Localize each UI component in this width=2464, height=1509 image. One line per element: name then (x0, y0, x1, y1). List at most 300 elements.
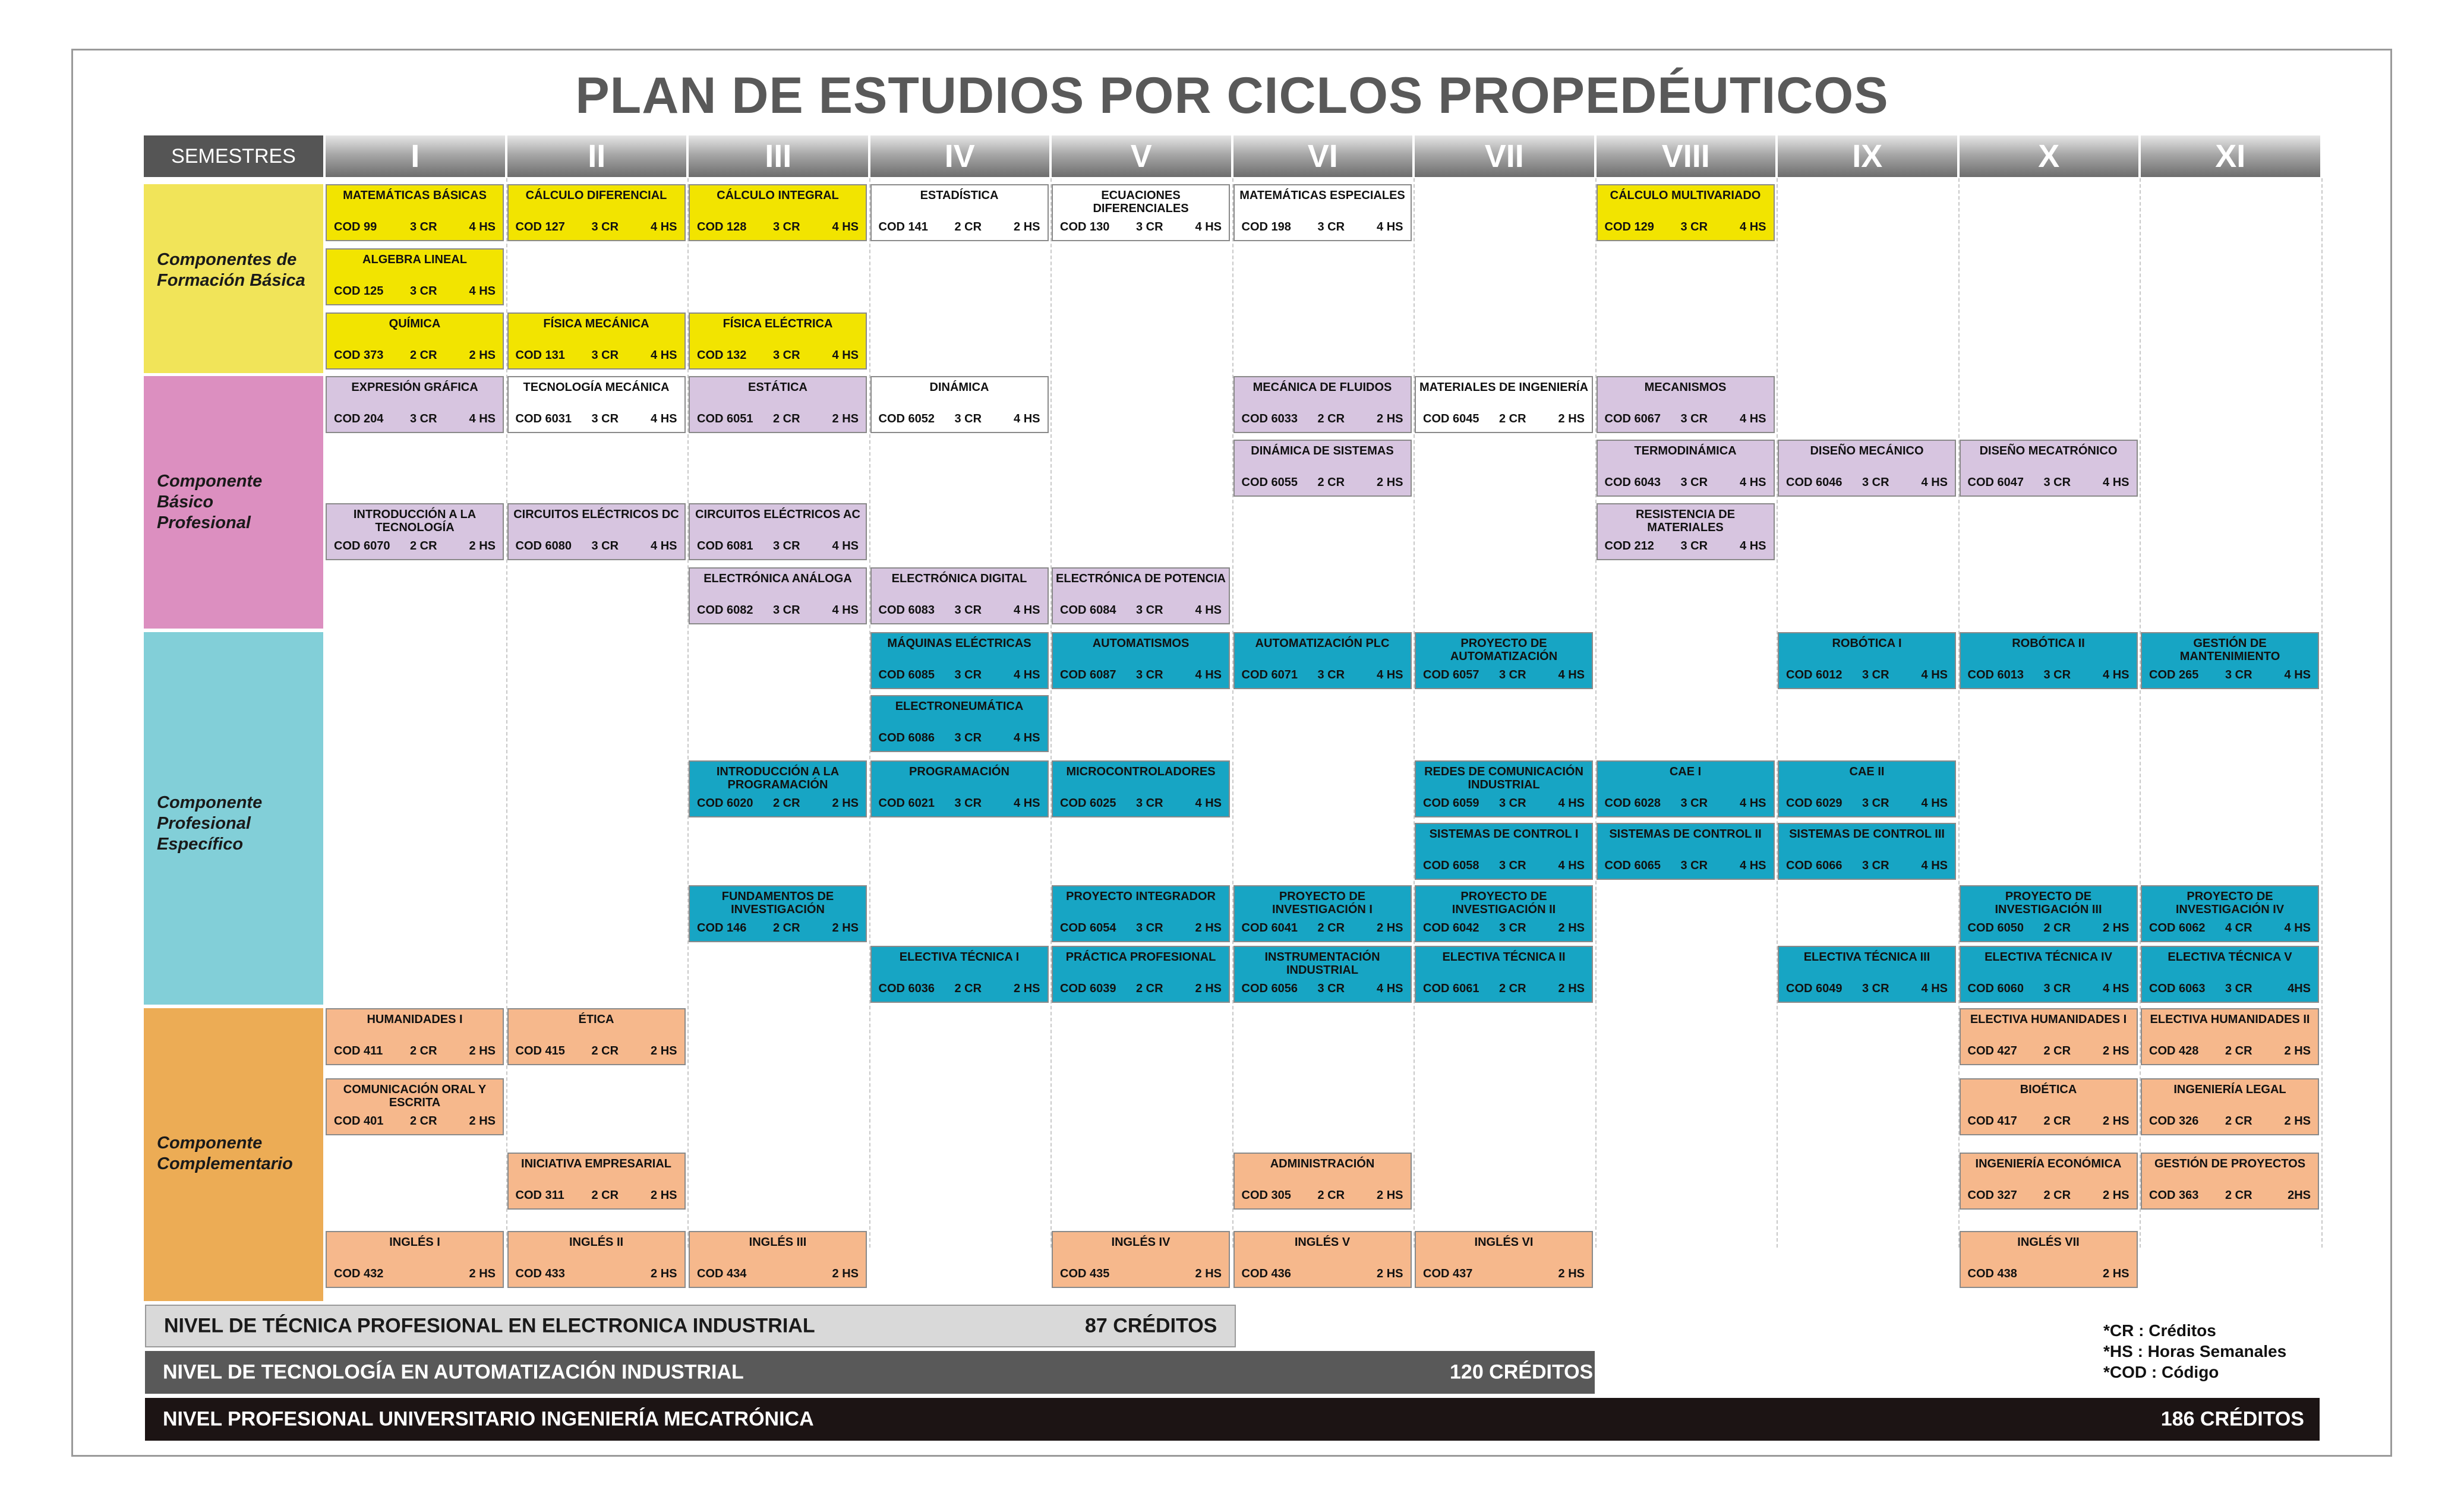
course-credits: 2 CR (2043, 1044, 2071, 1057)
course-code: COD 6046 (1786, 476, 1843, 489)
course-card (689, 567, 867, 624)
course-name: PRÁCTICA PROFESIONAL (1065, 951, 1216, 964)
course-card (326, 376, 504, 433)
course-card (1052, 1231, 1230, 1288)
course-hours: 4 HS (1740, 476, 1766, 489)
level-band-tecnologia (145, 1351, 1595, 1394)
course-hours: 2 HS (832, 412, 859, 425)
course-code: COD 6055 (1241, 476, 1298, 489)
course-code: COD 146 (697, 921, 747, 935)
course-card (1778, 946, 1956, 1003)
course-name: CAE I (1669, 765, 1702, 778)
course-credits: 3 CR (1680, 797, 1708, 810)
course-card (689, 312, 867, 370)
course-hours: 4 HS (1921, 859, 1948, 872)
course-hours: 4 HS (1014, 797, 1040, 810)
course-code: COD 6041 (1241, 921, 1298, 935)
level-credits: 87 CRÉDITOS (1085, 1314, 1217, 1337)
course-hours: 4 HS (2103, 982, 2129, 995)
course-card (1415, 376, 1593, 433)
course-code: COD 411 (334, 1044, 383, 1057)
course-name: MECÁNICA DE FLUIDOS (1252, 381, 1392, 394)
course-name: CÁLCULO DIFERENCIAL (525, 189, 667, 202)
course-code: COD 6056 (1241, 982, 1298, 995)
course-hours: 2 HS (832, 797, 859, 810)
course-code: COD 125 (334, 285, 384, 298)
course-card (507, 1231, 686, 1288)
course-code: COD 6085 (878, 668, 935, 681)
course-code: COD 428 (2149, 1044, 2199, 1057)
course-code: COD 141 (878, 220, 928, 233)
course-card (2141, 1153, 2319, 1210)
course-name: RESISTENCIA DE MATERIALES (1635, 508, 1736, 534)
course-card (870, 567, 1049, 624)
course-code: COD 6071 (1241, 668, 1298, 681)
semester-divider (1050, 178, 1052, 1248)
course-card (689, 184, 867, 241)
course-name: PROGRAMACIÓN (909, 765, 1009, 778)
course-hours: 2 HS (469, 1044, 496, 1057)
semesters-label: SEMESTRES (144, 135, 323, 177)
course-code: COD 433 (515, 1267, 565, 1280)
semester-header: XI (2141, 135, 2320, 177)
course-name: DINÁMICA DE SISTEMAS (1251, 444, 1394, 457)
course-hours: 4 HS (1377, 668, 1403, 681)
course-credits: 3 CR (1136, 921, 1163, 935)
course-name: REDES DE COMUNICACIÓN INDUSTRIAL (1424, 765, 1583, 791)
course-code: COD 6033 (1241, 412, 1298, 425)
semester-divider (1414, 178, 1415, 1248)
level-label: NIVEL DE TECNOLOGÍA EN AUTOMATIZACIÓN INDUSTRIAL (163, 1360, 744, 1384)
course-name: DISEÑO MECÁNICO (1810, 444, 1924, 457)
course-credits: 3 CR (1680, 220, 1708, 233)
course-hours: 4 HS (1740, 797, 1766, 810)
semester-divider (1595, 178, 1597, 1248)
course-name: PROYECTO DE INVESTIGACIÓN III (1995, 890, 2102, 916)
course-credits: 2 CR (410, 1115, 437, 1128)
course-hours: 4 HS (1014, 604, 1040, 617)
course-credits: 3 CR (1499, 859, 1526, 872)
course-hours: 2 HS (469, 539, 496, 553)
course-credits: 3 CR (591, 220, 619, 233)
course-hours: 2 HS (2103, 1044, 2129, 1057)
course-code: COD 6050 (1967, 921, 2024, 935)
course-card (507, 312, 686, 370)
course-code: COD 6065 (1604, 859, 1661, 872)
course-code: COD 427 (1967, 1044, 2017, 1057)
course-name: ELECTIVA TÉCNICA II (1442, 951, 1566, 964)
course-code: COD 6081 (697, 539, 753, 553)
course-code: COD 6029 (1786, 797, 1843, 810)
course-name: MATERIALES DE INGENIERÍA (1419, 381, 1589, 394)
course-code: COD 6070 (334, 539, 390, 553)
legend-cr: *CR : Créditos (2103, 1321, 2216, 1340)
course-card (1960, 440, 2138, 497)
course-name: AUTOMATISMOS (1092, 637, 1190, 650)
course-code: COD 6021 (878, 797, 935, 810)
course-card (1597, 184, 1775, 241)
course-credits: 2 CR (2043, 1115, 2071, 1128)
course-hours: 2 HS (651, 1044, 677, 1057)
course-credits: 3 CR (2225, 982, 2252, 995)
semester-header: IX (1778, 135, 1957, 177)
course-card (1415, 760, 1593, 817)
course-credits: 2 CR (591, 1044, 619, 1057)
course-credits: 3 CR (1680, 476, 1708, 489)
course-name: DINÁMICA (929, 381, 989, 394)
course-hours: 2 HS (1195, 921, 1222, 935)
course-card (1778, 823, 1956, 880)
course-hours: 4 HS (832, 220, 859, 233)
course-code: COD 6025 (1060, 797, 1116, 810)
course-credits: 2 CR (1499, 982, 1526, 995)
course-hours: 2 HS (1195, 982, 1222, 995)
course-card (1233, 376, 1412, 433)
course-credits: 3 CR (954, 731, 982, 744)
course-credits: 3 CR (954, 604, 982, 617)
course-code: COD 6043 (1604, 476, 1661, 489)
course-card (1778, 632, 1956, 689)
course-credits: 2 CR (2225, 1115, 2252, 1128)
course-name: ELECTRÓNICA DE POTENCIA (1056, 572, 1226, 585)
course-name: CÁLCULO INTEGRAL (717, 189, 839, 202)
course-hours: 2 HS (651, 1189, 677, 1202)
course-card (507, 1153, 686, 1210)
course-hours: 4 HS (1377, 982, 1403, 995)
course-name: PROYECTO DE AUTOMATIZACIÓN (1450, 637, 1558, 663)
course-name: MATEMÁTICAS ESPECIALES (1239, 189, 1405, 202)
level-credits: 186 CRÉDITOS (2160, 1407, 2304, 1431)
course-name: PROYECTO DE INVESTIGACIÓN I (1272, 890, 1373, 916)
course-credits: 3 CR (410, 285, 437, 298)
course-code: COD 6013 (1967, 668, 2024, 681)
course-hours: 2 HS (1377, 476, 1403, 489)
course-code: COD 6087 (1060, 668, 1116, 681)
course-card (1597, 503, 1775, 560)
course-code: COD 129 (1604, 220, 1654, 233)
course-name: HUMANIDADES I (367, 1013, 463, 1026)
course-code: COD 432 (334, 1267, 384, 1280)
course-hours: 4 HS (832, 349, 859, 362)
course-hours: 4 HS (2103, 668, 2129, 681)
course-name: INGLÉS III (749, 1236, 807, 1249)
course-name: SISTEMAS DE CONTROL I (1429, 828, 1579, 841)
course-hours: 2 HS (651, 1267, 677, 1280)
course-credits: 3 CR (2043, 982, 2071, 995)
course-card (870, 695, 1049, 752)
course-hours: 2 HS (2284, 1044, 2311, 1057)
course-name: FÍSICA MECÁNICA (543, 317, 649, 330)
course-name: INGLÉS VII (2017, 1236, 2080, 1249)
course-name: PROYECTO DE INVESTIGACIÓN IV (2175, 890, 2285, 916)
course-card (326, 248, 504, 305)
course-credits: 3 CR (773, 604, 800, 617)
course-card (326, 1231, 504, 1288)
course-credits: 2 CR (591, 1189, 619, 1202)
course-hours: 4 HS (1921, 982, 1948, 995)
course-name: BIOÉTICA (2020, 1083, 2077, 1096)
course-code: COD 127 (515, 220, 565, 233)
course-name: ELECTIVA TÉCNICA IV (1985, 951, 2112, 964)
course-code: COD 6042 (1423, 921, 1479, 935)
course-name: ELECTIVA HUMANIDADES I (1970, 1013, 2127, 1026)
course-name: ÉTICA (578, 1013, 614, 1026)
course-hours: 4 HS (2284, 668, 2311, 681)
level-band-tecnica (145, 1305, 1236, 1347)
course-card (870, 946, 1049, 1003)
course-hours: 2 HS (1014, 982, 1040, 995)
course-code: COD 436 (1241, 1267, 1291, 1280)
course-name: CIRCUITOS ELÉCTRICOS DC (513, 508, 679, 521)
course-code: COD 6057 (1423, 668, 1479, 681)
course-credits: 2 CR (773, 921, 800, 935)
course-name: INTRODUCCIÓN A LA PROGRAMACIÓN (716, 765, 840, 791)
course-name: ELECTIVA HUMANIDADES II (2150, 1013, 2310, 1026)
course-card (1052, 632, 1230, 689)
course-name: MATEMÁTICAS BÁSICAS (343, 189, 487, 202)
course-card (1597, 376, 1775, 433)
course-code: COD 265 (2149, 668, 2199, 681)
course-hours: 4 HS (832, 604, 859, 617)
course-hours: 2 HS (2103, 1115, 2129, 1128)
course-code: COD 6036 (878, 982, 935, 995)
course-name: INICIATIVA EMPRESARIAL (521, 1157, 671, 1170)
course-credits: 3 CR (1317, 220, 1345, 233)
course-name: INGENIERÍA ECONÓMICA (1975, 1157, 2122, 1170)
course-card (689, 760, 867, 817)
course-code: COD 6060 (1967, 982, 2024, 995)
course-code: COD 373 (334, 349, 384, 362)
course-card (1233, 632, 1412, 689)
course-hours: 4 HS (651, 412, 677, 425)
course-credits: 3 CR (954, 668, 982, 681)
course-credits: 3 CR (1862, 476, 1889, 489)
course-credits: 3 CR (1317, 668, 1345, 681)
course-credits: 2 CR (954, 982, 982, 995)
course-hours: 4 HS (1195, 220, 1222, 233)
course-hours: 4 HS (1195, 604, 1222, 617)
course-code: COD 326 (2149, 1115, 2199, 1128)
course-code: COD 99 (334, 220, 377, 233)
course-hours: 4 HS (2284, 921, 2311, 935)
group-basico-profesional (144, 376, 323, 629)
course-code: COD 6049 (1786, 982, 1843, 995)
course-code: COD 212 (1604, 539, 1654, 553)
course-credits: 2 CR (2225, 1189, 2252, 1202)
semester-header: VII (1415, 135, 1594, 177)
course-card (1415, 632, 1593, 689)
course-card (1052, 567, 1230, 624)
course-name: COMUNICACIÓN ORAL Y ESCRITA (343, 1083, 487, 1109)
course-code: COD 434 (697, 1267, 747, 1280)
course-code: COD 401 (334, 1115, 384, 1128)
course-name: GESTIÓN DE MANTENIMIENTO (2179, 637, 2280, 663)
course-name: SISTEMAS DE CONTROL III (1789, 828, 1945, 841)
course-hours: 2 HS (1558, 982, 1585, 995)
course-name: DISEÑO MECATRÓNICO (1979, 444, 2118, 457)
course-code: COD 6047 (1967, 476, 2024, 489)
course-code: COD 6020 (697, 797, 753, 810)
course-name: CAE II (1849, 765, 1885, 778)
level-label: NIVEL DE TÉCNICA PROFESIONAL EN ELECTRONICA INDUSTRIAL (164, 1314, 815, 1337)
course-card (1233, 885, 1412, 942)
course-credits: 2 CR (1317, 921, 1345, 935)
course-card (2141, 885, 2319, 942)
course-credits: 3 CR (1499, 668, 1526, 681)
course-hours: 4 HS (832, 539, 859, 553)
course-code: COD 6012 (1786, 668, 1843, 681)
course-code: COD 438 (1967, 1267, 2017, 1280)
course-hours: 4 HS (1014, 412, 1040, 425)
course-name: ESTADÍSTICA (920, 189, 999, 202)
course-code: COD 6039 (1060, 982, 1116, 995)
course-name: MÁQUINAS ELÉCTRICAS (887, 637, 1031, 650)
course-card (1960, 946, 2138, 1003)
course-credits: 3 CR (2043, 476, 2071, 489)
course-card (1960, 632, 2138, 689)
course-code: COD 6031 (515, 412, 572, 425)
course-card (1233, 1153, 1412, 1210)
course-name: EXPRESIÓN GRÁFICA (351, 381, 478, 394)
course-code: COD 305 (1241, 1189, 1291, 1202)
course-hours: 2 HS (2103, 1267, 2129, 1280)
course-hours: 4HS (2288, 982, 2311, 995)
course-code: COD 437 (1423, 1267, 1473, 1280)
course-credits: 2 CR (954, 220, 982, 233)
course-hours: 2 HS (1014, 220, 1040, 233)
course-code: COD 6083 (878, 604, 935, 617)
course-credits: 3 CR (1317, 982, 1345, 995)
course-hours: 2 HS (1558, 412, 1585, 425)
course-hours: 2 HS (832, 1267, 859, 1280)
group-label: Componente Complementario (157, 1134, 293, 1173)
course-name: SISTEMAS DE CONTROL II (1609, 828, 1762, 841)
course-code: COD 6058 (1423, 859, 1479, 872)
course-card (870, 184, 1049, 241)
course-credits: 3 CR (1862, 668, 1889, 681)
course-credits: 3 CR (1680, 859, 1708, 872)
course-card (1960, 1008, 2138, 1065)
level-band-profesional (145, 1398, 2320, 1441)
course-card (1052, 184, 1230, 241)
course-card (870, 760, 1049, 817)
course-name: INGLÉS V (1294, 1236, 1351, 1249)
group-complementario (144, 1008, 323, 1301)
course-hours: 2 HS (1377, 1189, 1403, 1202)
semester-header: I (326, 135, 505, 177)
course-credits: 3 CR (1136, 220, 1163, 233)
course-hours: 2HS (2288, 1189, 2311, 1202)
course-credits: 3 CR (954, 797, 982, 810)
semester-divider (2321, 178, 2323, 1248)
course-card (689, 376, 867, 433)
course-credits: 3 CR (591, 539, 619, 553)
course-hours: 4 HS (469, 285, 496, 298)
course-name: INGENIERÍA LEGAL (2173, 1083, 2286, 1096)
course-credits: 3 CR (1862, 859, 1889, 872)
semester-header: IV (870, 135, 1050, 177)
course-code: COD 6080 (515, 539, 572, 553)
course-code: COD 204 (334, 412, 384, 425)
course-hours: 4 HS (1921, 797, 1948, 810)
group-formacion-basica (144, 184, 323, 373)
semester-divider (1232, 178, 1233, 1248)
course-card (1415, 1231, 1593, 1288)
legend-hs: *HS : Horas Semanales (2103, 1342, 2287, 1360)
course-hours: 2 HS (469, 349, 496, 362)
course-code: COD 6059 (1423, 797, 1479, 810)
course-credits: 3 CR (1499, 921, 1526, 935)
course-card (1415, 946, 1593, 1003)
semester-header: V (1052, 135, 1231, 177)
course-code: COD 327 (1967, 1189, 2017, 1202)
course-name: ELECTIVA TÉCNICA I (899, 951, 1020, 964)
course-card (870, 376, 1049, 433)
course-hours: 4 HS (1740, 220, 1766, 233)
course-name: INSTRUMENTACIÓN INDUSTRIAL (1264, 951, 1380, 977)
course-card (1233, 1231, 1412, 1288)
course-credits: 4 CR (2225, 921, 2252, 935)
course-code: COD 6067 (1604, 412, 1661, 425)
course-hours: 4 HS (1558, 859, 1585, 872)
semester-header: X (1960, 135, 2139, 177)
course-card (1960, 1153, 2138, 1210)
course-credits: 3 CR (410, 220, 437, 233)
course-card (1778, 440, 1956, 497)
course-name: GESTIÓN DE PROYECTOS (2154, 1157, 2306, 1170)
course-card (1597, 440, 1775, 497)
course-card (1960, 885, 2138, 942)
course-card (507, 184, 686, 241)
course-hours: 4 HS (469, 412, 496, 425)
course-name: MECANISMOS (1644, 381, 1727, 394)
course-credits: 2 CR (1136, 982, 1163, 995)
course-code: COD 6052 (878, 412, 935, 425)
course-credits: 2 CR (2043, 921, 2071, 935)
course-code: COD 417 (1967, 1115, 2017, 1128)
course-code: COD 6084 (1060, 604, 1116, 617)
course-credits: 3 CR (591, 349, 619, 362)
course-card (2141, 632, 2319, 689)
course-hours: 4 HS (2103, 476, 2129, 489)
course-name: ALGEBRA LINEAL (362, 253, 467, 266)
course-card (689, 1231, 867, 1288)
course-credits: 2 CR (410, 539, 437, 553)
semester-header: II (507, 135, 687, 177)
course-code: COD 128 (697, 220, 747, 233)
course-name: TECNOLOGÍA MECÁNICA (523, 381, 670, 394)
course-hours: 2 HS (2103, 921, 2129, 935)
course-hours: 4 HS (1195, 668, 1222, 681)
course-hours: 4 HS (1921, 668, 1948, 681)
course-hours: 2 HS (1377, 921, 1403, 935)
course-credits: 3 CR (410, 412, 437, 425)
course-name: CÁLCULO MULTIVARIADO (1610, 189, 1761, 202)
course-hours: 2 HS (832, 921, 859, 935)
course-name: QUÍMICA (389, 317, 441, 330)
course-name: INGLÉS II (569, 1236, 624, 1249)
course-hours: 4 HS (651, 220, 677, 233)
course-hours: 4 HS (469, 220, 496, 233)
course-credits: 2 CR (1317, 412, 1345, 425)
course-hours: 4 HS (1377, 220, 1403, 233)
course-code: COD 6086 (878, 731, 935, 744)
course-code: COD 6063 (2149, 982, 2206, 995)
course-card (2141, 1078, 2319, 1135)
course-code: COD 6051 (697, 412, 753, 425)
course-hours: 2 HS (469, 1267, 496, 1280)
course-card (1778, 760, 1956, 817)
